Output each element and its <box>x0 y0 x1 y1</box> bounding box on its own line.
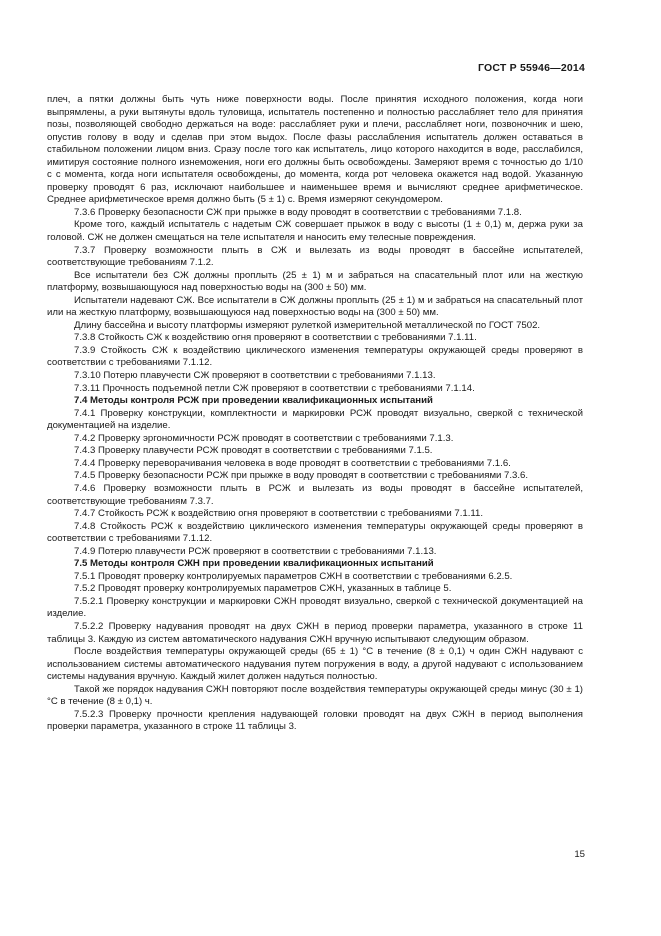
paragraph: 7.5.2 Проводят проверку контролируемых параметров СЖН, указанных в таблице 5. <box>74 583 452 595</box>
paragraph: 7.4.7 Стойкость РСЖ к воздействию огня проверяют в соответствии с требованиями 7.1.11. <box>74 508 484 520</box>
section-heading: 7.4 Методы контроля РСЖ при проведении квалификационных испытаний <box>74 395 433 407</box>
paragraph: 7.5.2.3 Проверку прочности крепления надувающей головки проводят на двух СЖН в период выполнения проверки параметра, указанного в строке 11 таблицы 3. <box>47 708 583 733</box>
paragraph: 7.3.10 Потерю плавучести СЖ проверяют в соответствии с требованиями 7.1.13. <box>74 370 436 382</box>
paragraph: Кроме того, каждый испытатель с надетым СЖ совершает прыжок в воду с высоты (1 ± 0,1) м, держа руки за головой. СЖ не должен смещаться на теле испытателя и наносить ему телесные повреждения. <box>47 219 583 244</box>
paragraph: 7.5.1 Проводят проверку контролируемых параметров СЖН в соответствии с требованиями 6.2.5. <box>74 570 513 582</box>
document-header: ГОСТ Р 55946—2014 <box>477 62 585 74</box>
paragraph: 7.4.2 Проверку эргономичности РСЖ проводят в соответствии с требованиями 7.1.3. <box>74 432 454 444</box>
paragraph: 7.4.4 Проверку переворачивания человека в воде проводят в соответствии с требованиями 7.1.6. <box>74 457 511 469</box>
paragraph: 7.4.8 Стойкость РСЖ к воздействию циклического изменения температуры окружающей среды проверяют в соответствии с требованиями 7.1.12. <box>47 520 583 545</box>
paragraph: 7.3.9 Стойкость СЖ к воздействию циклического изменения температуры окружающей среды проверяют в соответствии с требованиями 7.1.12. <box>47 344 583 369</box>
paragraph: Длину бассейна и высоту платформы измеряют рулеткой измерительной металлической по ГОСТ 7502. <box>74 319 541 331</box>
paragraph: 7.5.2.2 Проверку надувания проводят на двух СЖН в период проверки параметра, указанного в строке 11 таблицы 3. Каждую из систем автоматического надувания СЖН вручную испытывают следующим образом. <box>47 620 583 645</box>
paragraph: плеч, а пятки должны быть чуть ниже поверхности воды. После принятия исходного положения, когда ноги выпрямлены, а руки вытянуты вдоль туловища, испытатель постепенно и полностью расслабляет тело для принятия позы, позволяющей свободно держаться на воде: расслабляет руки и плечи, расслабляет ноги, позвоночник и шею, опустив голову в воду и сделав при этом выдох. После фазы расслабления испытатель должен оставаться в стабильном положении лицом вниз. Сразу после того как испытатель, лицо которого находится в воде, расслабился, имитируя состояние полного изнеможения, ноги его должны быть освобождены. Замеряют время с точностью до 1/10 с с момента, когда ноги испытателя освобождены, до момента, когда рот человека окажется над водой. Указанную проверку проводят 6 раз, исключают наибольшее и наименьшее время и вычисляют среднее арифметическое. Среднее арифметическое время должно быть (5 ± 1) с. Время измеряют секундомером. <box>47 94 583 206</box>
paragraph: 7.4.9 Потерю плавучести РСЖ проверяют в соответствии с требованиями 7.1.13. <box>74 545 437 557</box>
paragraph: 7.3.6 Проверку безопасности СЖ при прыжке в воду проводят в соответствии с требованиями 7.1.8. <box>74 206 522 218</box>
paragraph: После воздействия температуры окружающей среды (65 ± 1) °С в течение (8 ± 0,1) ч один СЖН надувают с использованием системы автоматического надувания путем погружения в воду, а другой надувают с использованием системы надувания вручную. Каждый жилет должен надуться полностью. <box>47 646 583 683</box>
paragraph: Все испытатели без СЖ должны проплыть (25 ± 1) м и забраться на спасательный плот или на жесткую платформу, возвышающуюся над поверхностью воды на (300 ± 50) мм. <box>47 269 583 294</box>
paragraph: 7.3.8 Стойкость СЖ к воздействию огня проверяют в соответствии с требованиями 7.1.11. <box>74 332 477 344</box>
paragraph: 7.3.11 Прочность подъемной петли СЖ проверяют в соответствии с требованиями 7.1.14. <box>74 382 475 394</box>
paragraph: 7.4.1 Проверку конструкции, комплектности и маркировки РСЖ проводят визуально, сверкой с технической документацией на изделие. <box>47 407 583 432</box>
section-heading: 7.5 Методы контроля СЖН при проведении квалификационных испытаний <box>74 558 434 570</box>
page-number: 15 <box>574 849 585 860</box>
paragraph: Такой же порядок надувания СЖН повторяют после воздействия температуры окружающей среды минус (30 ± 1) °С в течение (8 ± 0,1) ч. <box>47 683 583 708</box>
paragraph: 7.3.7 Проверку возможности плыть в СЖ и вылезать из воды проводят в бассейне испытателей, соответствующие требованиям 7.1.2. <box>47 244 583 269</box>
paragraph: 7.4.5 Проверку безопасности РСЖ при прыжке в воду проводят в соответствии с требованиями 7.3.6. <box>74 470 529 482</box>
paragraph: Испытатели надевают СЖ. Все испытатели в СЖ должны проплыть (25 ± 1) м и забраться на спасательный плот или на жесткую платформу, возвышающуюся над поверхностью воды на (300 ± 50) мм. <box>47 294 583 319</box>
paragraph: 7.5.2.1 Проверку конструкции и маркировки СЖН проводят визуально, сверкой с технической документацией на изделие. <box>47 595 583 620</box>
document-body <box>47 94 583 734</box>
paragraph: 7.4.6 Проверку возможности плыть в РСЖ и вылезать из воды проводят в бассейне испытателей, соответствующие требованиям 7.3.7. <box>47 482 583 507</box>
paragraph: 7.4.3 Проверку плавучести РСЖ проводят в соответствии с требованиями 7.1.5. <box>74 445 433 457</box>
